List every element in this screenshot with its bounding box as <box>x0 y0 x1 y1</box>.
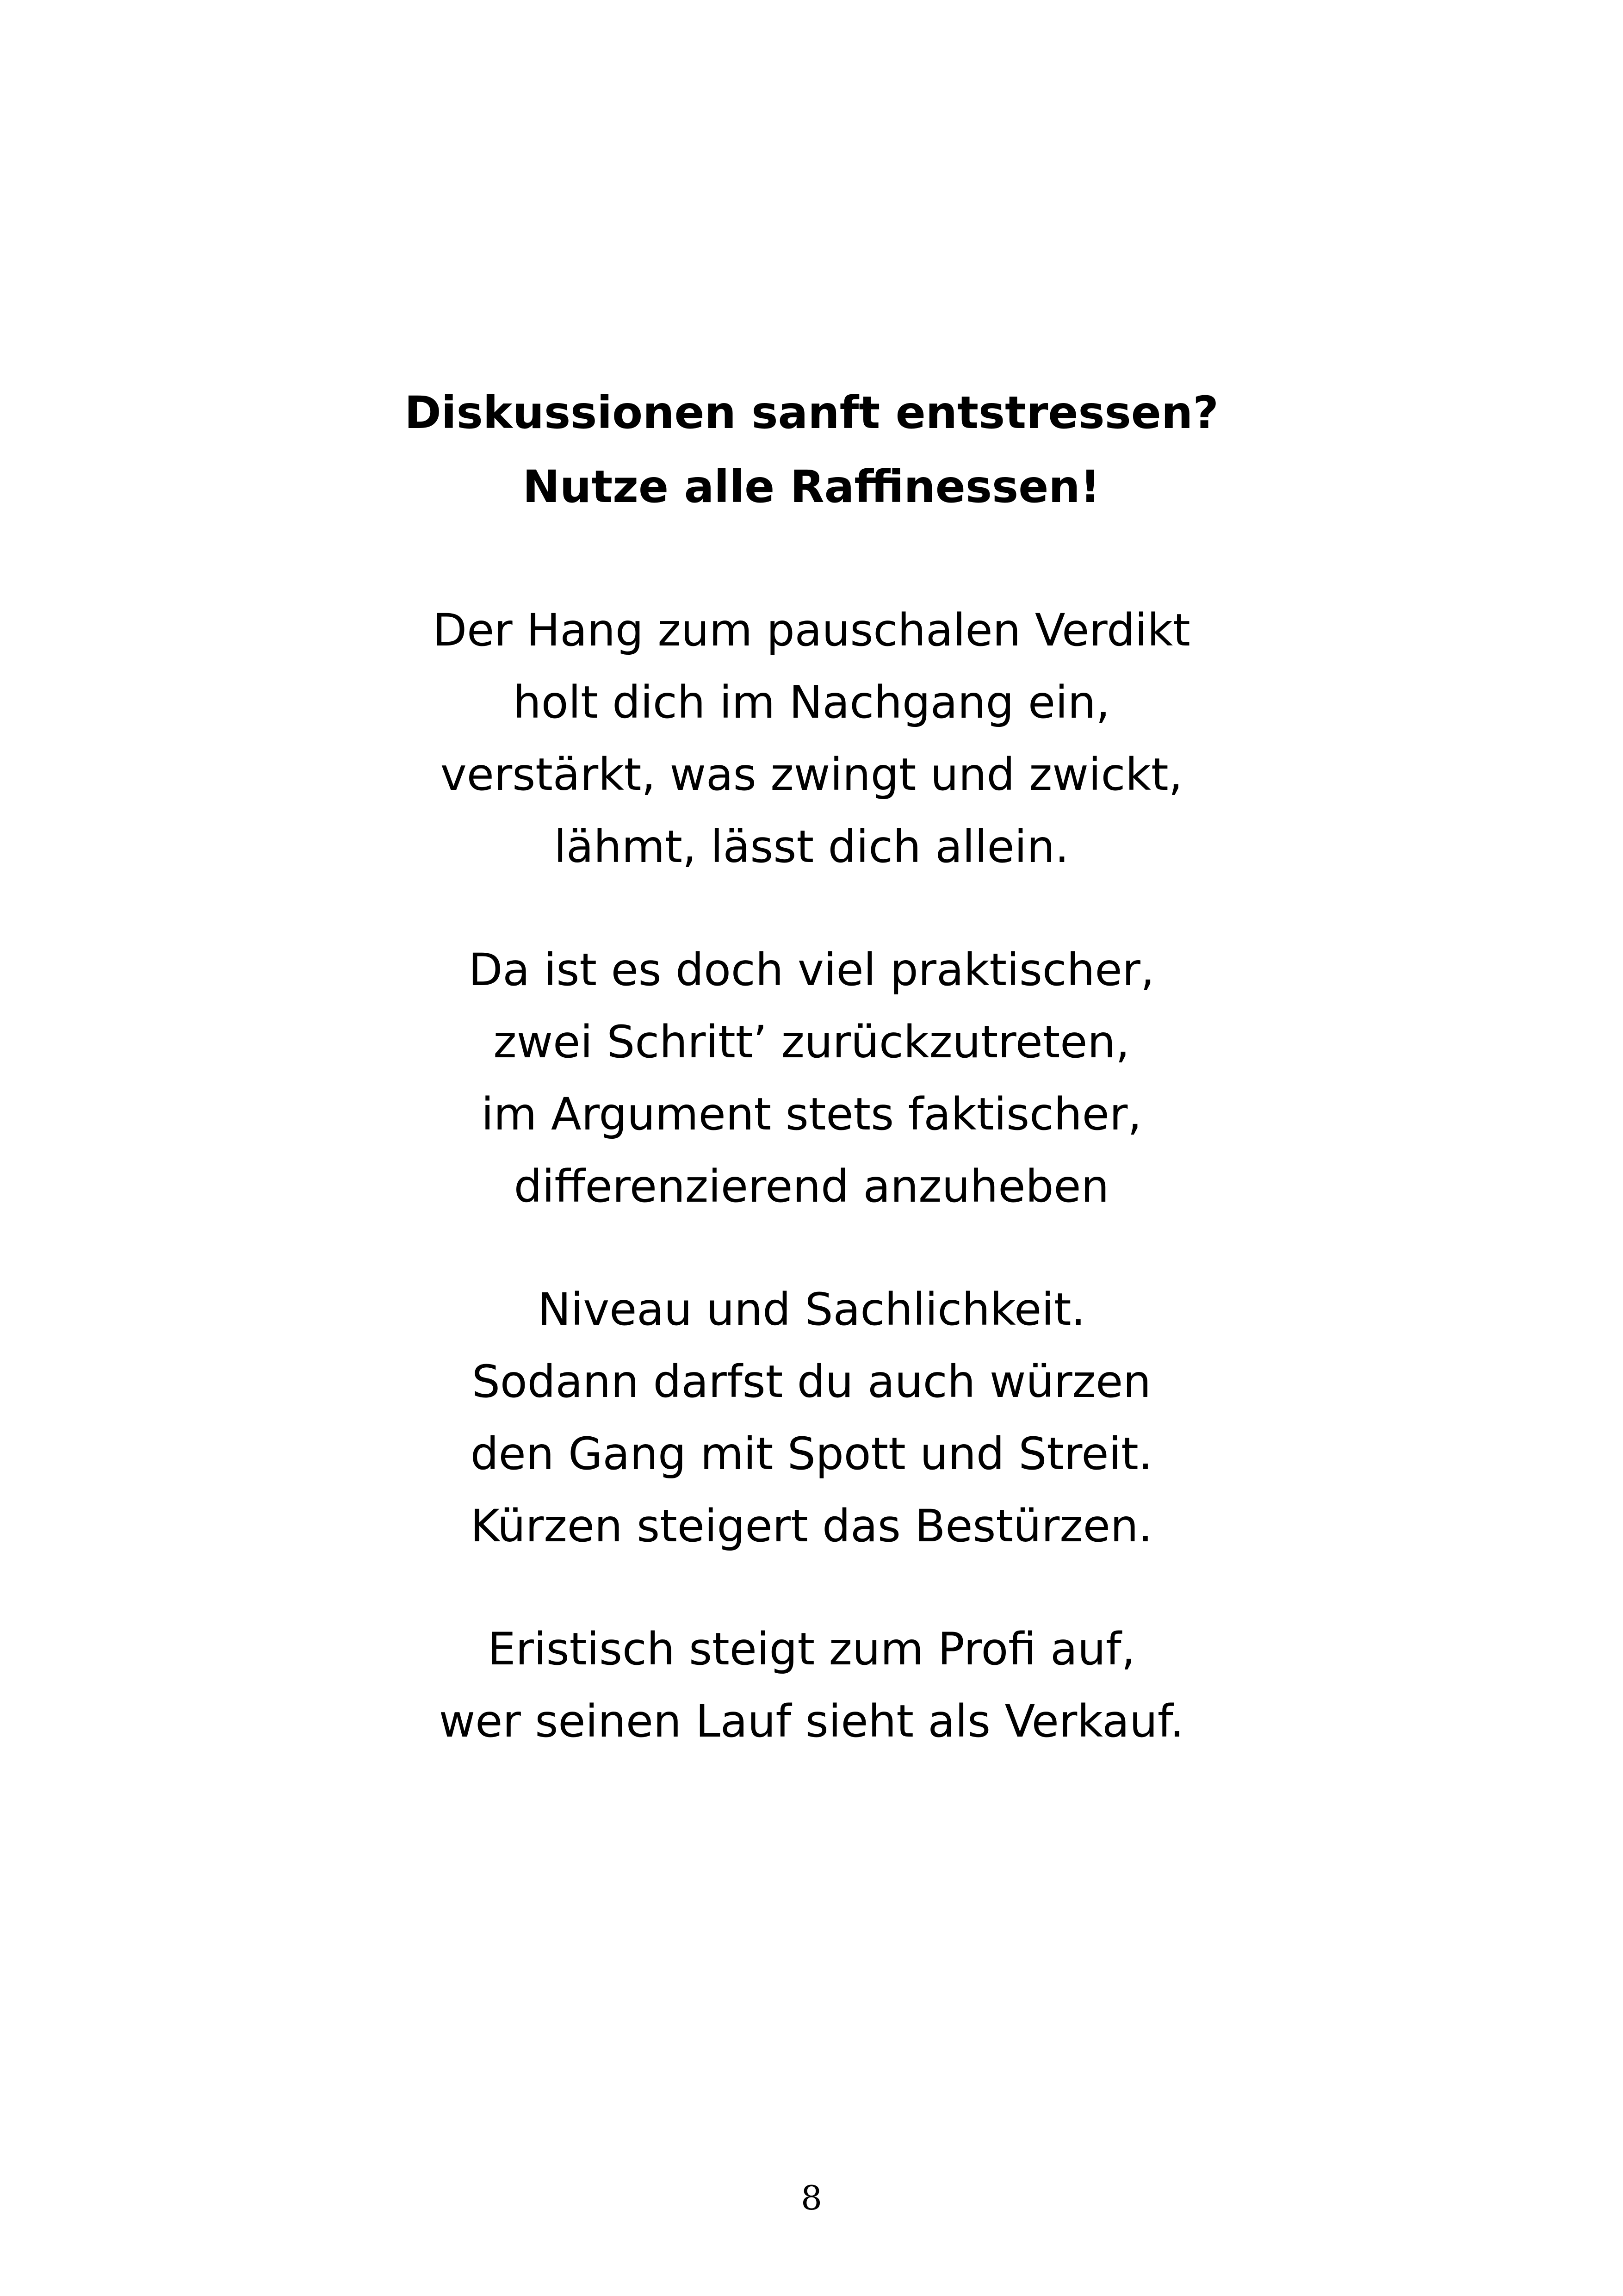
poem <box>0 376 1623 1757</box>
stanza <box>0 594 1623 883</box>
verse-line: Eristisch steigt zum Profi auf, <box>487 1623 1136 1675</box>
poem-title-line: Nutze alle Raffinessen! <box>522 461 1101 513</box>
verse-line: zwei Schritt’ zurückzutreten, <box>493 1016 1130 1068</box>
verse-line: wer seinen Lauf sieht als Verkauf. <box>439 1695 1184 1747</box>
verse-line: Kürzen steigert das Bestürzen. <box>470 1500 1153 1552</box>
verse-line: differenzierend anzuheben <box>514 1160 1109 1212</box>
poem-title <box>0 376 1623 524</box>
verse-line: Der Hang zum pauschalen Verdikt <box>433 604 1190 656</box>
page-number: 8 <box>801 2178 822 2217</box>
verse-line: Sodann darfst du auch würzen <box>471 1356 1152 1408</box>
verse-line: verstärkt, was zwingt und zwickt, <box>440 749 1183 800</box>
verse-line: Da ist es doch viel praktischer, <box>468 944 1155 996</box>
verse-line: holt dich im Nachgang ein, <box>513 676 1110 728</box>
verse-line: lähmt, lässt dich allein. <box>554 821 1069 873</box>
verse-line: Niveau und Sachlichkeit. <box>537 1284 1086 1335</box>
stanza <box>0 1613 1623 1757</box>
stanza <box>0 934 1623 1222</box>
stanza <box>0 1273 1623 1562</box>
verse-line: den Gang mit Spott und Streit. <box>470 1428 1153 1480</box>
poem-title-line: Diskussionen sanft entstressen? <box>404 387 1219 439</box>
verse-line: im Argument stets faktischer, <box>481 1088 1142 1140</box>
